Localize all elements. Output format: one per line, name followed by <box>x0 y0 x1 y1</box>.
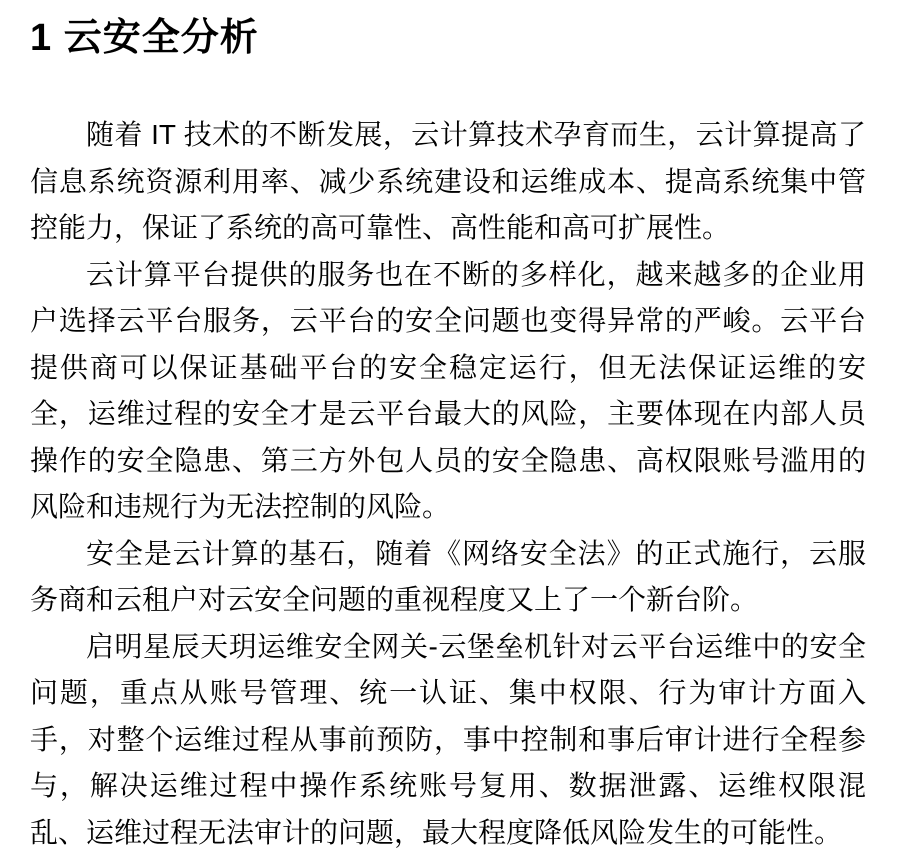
paragraph-cloud-platform-risks: 云计算平台提供的服务也在不断的多样化，越来越多的企业用户选择云平台服务，云平台的安全问题也变得异常的严峻。云平台提供商可以保证基础平台的安全稳定运行，但无法保证运维的安全，运维过程的安全才是云平台最大的风险，主要体现在内部人员操作的安全隐患、第三方外包人员的安全隐患、高权限账号滥用的风险和违规行为无法控制的风险。 <box>30 252 866 531</box>
paragraph-bastion-host-solution: 启明星辰天玥运维安全网关-云堡垒机针对云平台运维中的安全问题，重点从账号管理、统一认证、集中权限、行为审计方面入手，对整个运维过程从事前预防，事中控制和事后审计进行全程参与，解决运维过程中操作系统账号复用、数据泄露、运维权限混乱、运维过程无法审计的问题，最大程度降低风险发生的可能性。 <box>30 624 866 856</box>
paragraph-cloud-computing-intro: 随着 IT 技术的不断发展，云计算技术孕育而生，云计算提高了信息系统资源利用率、减少系统建设和运维成本、提高系统集中管控能力，保证了系统的高可靠性、高性能和高可扩展性。 <box>30 112 866 252</box>
paragraph-security-law: 安全是云计算的基石，随着《网络安全法》的正式施行，云服务商和云租户对云安全问题的重视程度又上了一个新台阶。 <box>30 531 866 624</box>
section-heading: 1 云安全分析 <box>30 14 866 62</box>
document-body <box>30 112 866 856</box>
